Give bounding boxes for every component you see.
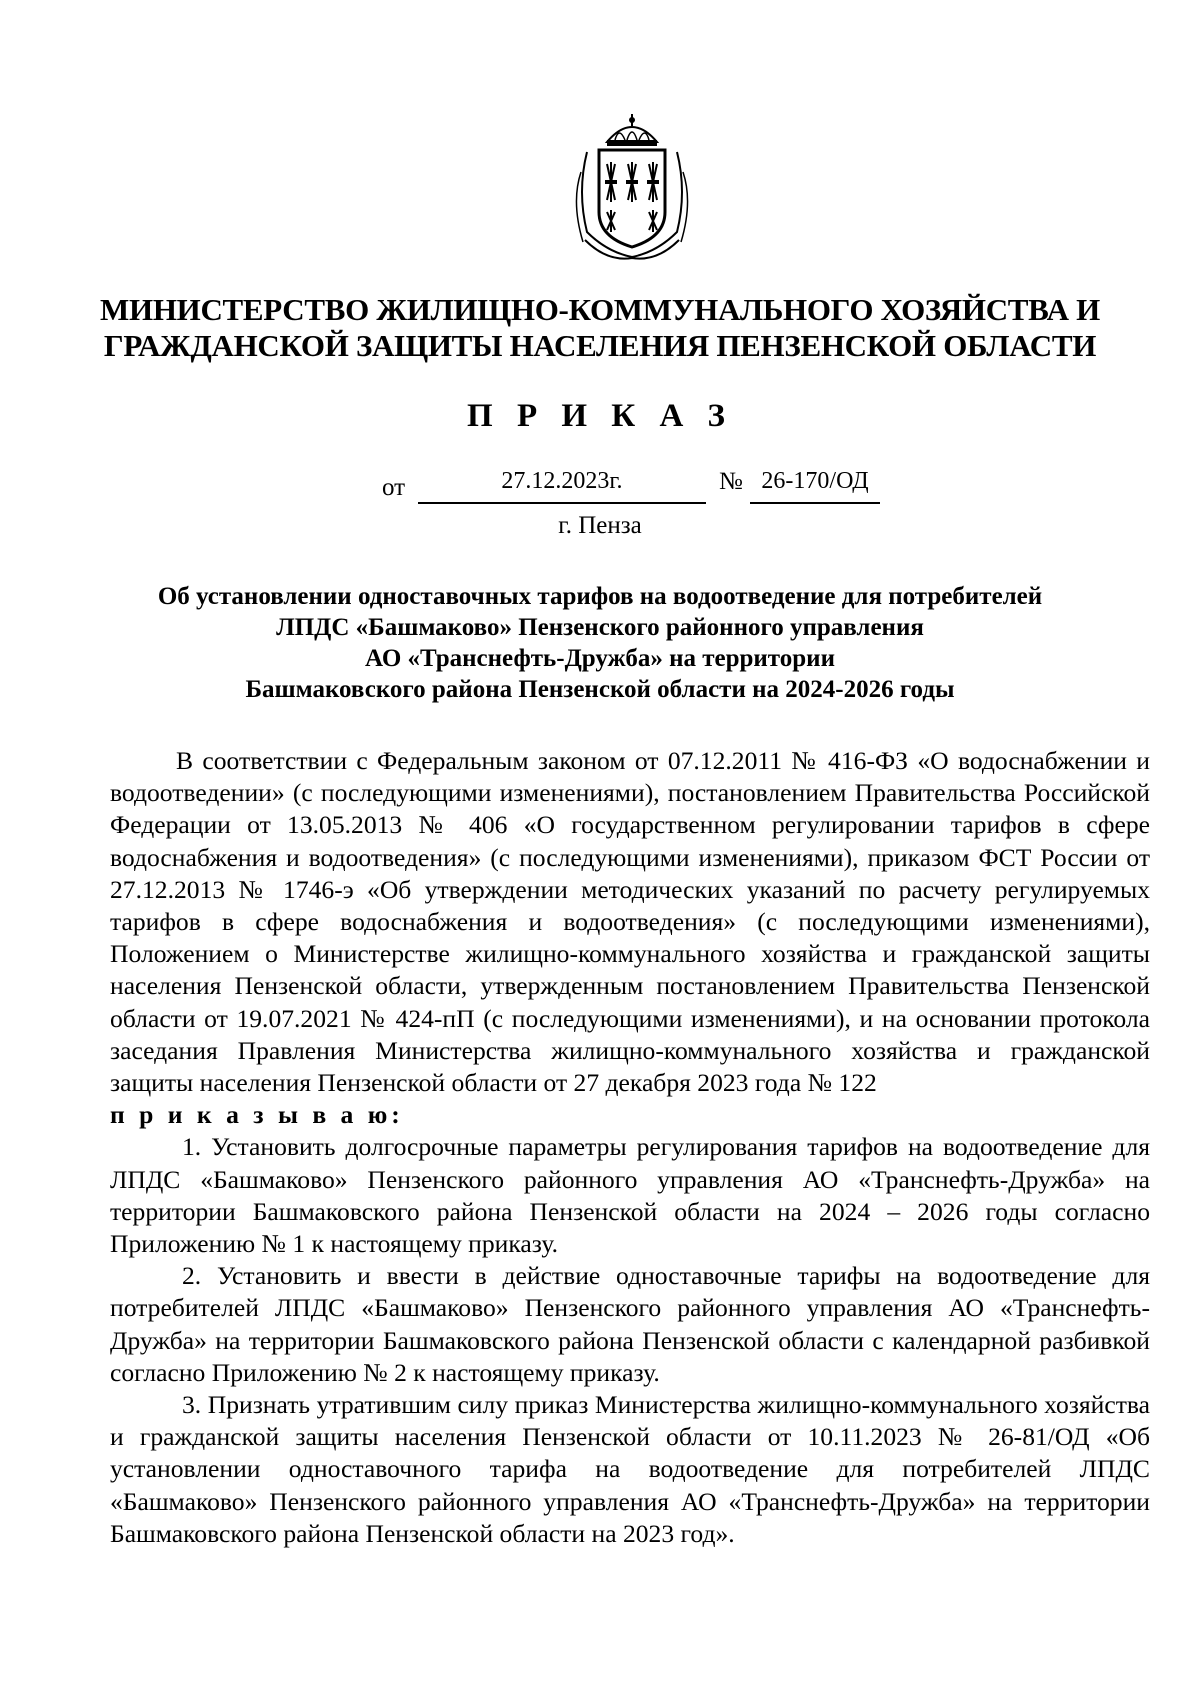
document-number: 26-170/ОД: [750, 468, 880, 504]
coat-of-arms-emblem: [567, 112, 697, 262]
number-label: №: [719, 468, 743, 495]
document-city: г. Пенза: [558, 512, 642, 539]
ministry-name: [100, 292, 1100, 364]
document-subject: [100, 581, 1100, 705]
document-body: [110, 745, 1150, 1550]
ministry-name-line-1: МИНИСТЕРСТВО ЖИЛИЩНО-КОММУНАЛЬНОГО ХОЗЯЙСТВА И: [100, 292, 1100, 327]
prikazyvayu-word: п р и к а з ы в а ю:: [110, 1100, 404, 1130]
subject-line-3: АО «Транснефть-Дружба» на территории: [365, 645, 835, 672]
order-item-1: 1. Установить долгосрочные параметры регулирования тарифов на водоотведение для ЛПДС «Башмаково» Пензенского районного управления АО «Транснефть-Дружба» на территории Башмаковского района Пензенской области на 2024 – 2026 годы согласно Приложению № 1 к настоящему приказу.: [110, 1132, 1150, 1259]
document-type: П Р И К А З: [467, 398, 733, 434]
preamble-paragraph: В соответствии с Федеральным законом от 07.12.2011 № 416-ФЗ «О водоснабжении и водоотведении» (с последующими изменениями), постановлением Правительства Российской Федерации от 13.05.2013 № 406 «О государственном регулировании тарифов в сфере водоснабжения и водоотведения» (с последующими изменениями), приказом ФСТ России от 27.12.2013 № 1746-э «Об утверждении методических указаний по расчету регулируемых тарифов в сфере водоснабжения и водоотведения» (с последующими изменениями), Положением о Министерстве жилищно-коммунального хозяйства и гражданской защиты населения Пензенской области, утвержденным постановлением Правительства Пензенской области от 19.07.2021 № 424-пП (с последующими изменениями), и на основании протокола заседания Правления Министерства жилищно-коммунального хозяйства и гражданской защиты населения Пензенской области от 27 декабря 2023 года № 122: [110, 746, 1150, 1098]
ministry-name-line-2: ГРАЖДАНСКОЙ ЗАЩИТЫ НАСЕЛЕНИЯ ПЕНЗЕНСКОЙ ОБЛАСТИ: [103, 328, 1097, 363]
order-item-3: 3. Признать утратившим силу приказ Министерства жилищно-коммунального хозяйства и гражданской защиты населения Пензенской области от 10.11.2023 № 26-81/ОД «Об установлении одноставочного тарифа на водоотведение для потребителей ЛПДС «Башмаково» Пензенского районного управления АО «Транснефть-Дружба» на территории Башмаковского района Пензенской области на 2023 год».: [110, 1390, 1150, 1548]
subject-line-1: Об установлении одноставочных тарифов на водоотведение для потребителей: [157, 583, 1043, 610]
subject-line-2: ЛПДС «Башмаково» Пензенского районного управления: [276, 614, 924, 641]
subject-line-4: Башмаковского района Пензенской области на 2024-2026 годы: [245, 676, 955, 703]
document-date: 27.12.2023г.: [418, 468, 706, 504]
from-label: от: [382, 474, 406, 501]
order-item-2: 2. Установить и ввести в действие одноставочные тарифы на водоотведение для потребителей ЛПДС «Башмаково» Пензенского районного управления АО «Транснефть-Дружба» на территории Башмаковского района Пензенской области с календарной разбивкой согласно Приложению № 2 к настоящему приказу.: [110, 1261, 1150, 1387]
